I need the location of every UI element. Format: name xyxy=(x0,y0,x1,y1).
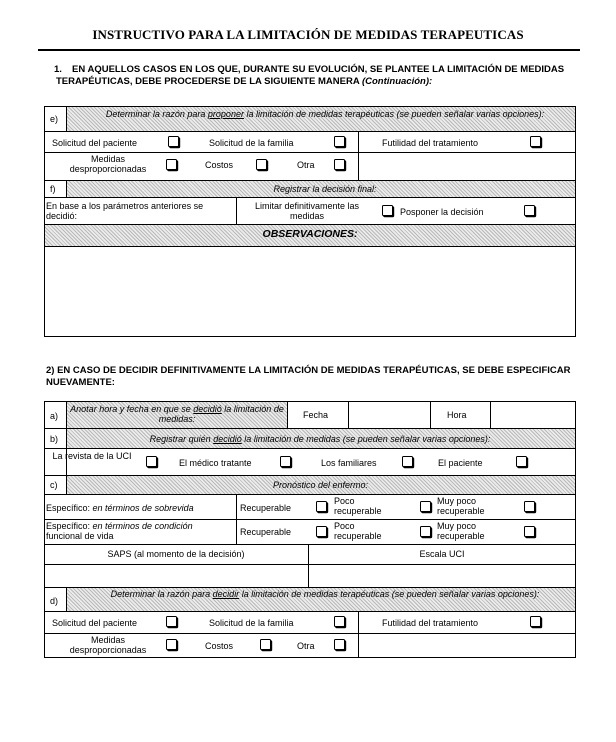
observations-field[interactable] xyxy=(45,247,575,336)
checkbox-futilidad[interactable] xyxy=(530,136,541,147)
checkbox-limitar[interactable] xyxy=(382,205,393,216)
row-b-title-underlined: decidió xyxy=(213,434,242,444)
prognosis-functional-label-a: Específico: xyxy=(46,521,93,531)
checkbox-d-costos[interactable] xyxy=(260,639,271,650)
document-title: INSTRUCTIVO PARA LA LIMITACIÓN DE MEDIDAS TERAPEUTICAS xyxy=(92,27,524,42)
fecha-label: Fecha xyxy=(303,410,329,420)
survival-muy-poco-recuperable: Muy poco recuperable xyxy=(437,496,485,516)
rule xyxy=(44,494,576,495)
rule xyxy=(66,180,67,197)
row-e-letter: e) xyxy=(50,114,59,124)
checkbox-survival-muy-poco[interactable] xyxy=(524,501,535,512)
rule xyxy=(66,106,67,131)
row-d-letter: d) xyxy=(50,596,59,606)
checkbox-d-futilidad[interactable] xyxy=(530,616,541,627)
observations-label: OBSERVACIONES: xyxy=(262,228,358,240)
option-limitar: Limitar definitivamente las medidas xyxy=(254,201,360,221)
title-rule xyxy=(38,49,580,51)
rule xyxy=(44,131,576,132)
row-a-title-a: Anotar hora y fecha en que se xyxy=(70,404,194,414)
functional-muy-poco-recuperable: Muy poco recuperable xyxy=(437,521,485,541)
rule xyxy=(44,224,576,225)
checkbox-medico-tratante[interactable] xyxy=(280,456,291,467)
rule xyxy=(44,428,576,429)
rule xyxy=(44,475,576,476)
option-paciente: El paciente xyxy=(438,458,483,468)
rule xyxy=(44,587,576,588)
row-b-title xyxy=(70,434,570,444)
rule xyxy=(44,448,576,449)
prognosis-functional-label-italic: en términos de condición xyxy=(92,521,193,531)
section-1-heading-text: EN AQUELLOS CASOS EN LOS QUE, DURANTE SU EVOLUCIÓN, SE PLANTEE LA LIMITACIÓN DE MEDIDAS TERAPÉUTICAS, DEBE PROCEDERSE DE LA SIGUIENTE MANERA xyxy=(56,64,565,87)
rule xyxy=(44,611,576,612)
checkbox-posponer[interactable] xyxy=(524,205,535,216)
escala-uci-label: Escala UCI xyxy=(419,549,465,559)
prognosis-survival-label xyxy=(46,503,194,513)
rule xyxy=(358,611,359,658)
checkbox-solicitud-familia[interactable] xyxy=(334,136,345,147)
option-posponer: Posponer la decisión xyxy=(400,207,484,217)
option-futilidad: Futilidad del tratamiento xyxy=(382,138,479,148)
checkbox-d-solicitud-paciente[interactable] xyxy=(166,616,177,627)
functional-recuperable: Recuperable xyxy=(240,527,292,537)
checkbox-functional-poco[interactable] xyxy=(420,526,431,537)
decision-basis-label: En base a los parámetros anteriores se decidió: xyxy=(46,201,204,221)
checkbox-revista-uci[interactable] xyxy=(146,456,157,467)
survival-poco-recuperable: Poco recuperable xyxy=(334,496,382,516)
prognosis-survival-label-a: Específico: xyxy=(46,503,93,513)
checkbox-survival-poco[interactable] xyxy=(420,501,431,512)
row-e-title-b: la limitación de medidas terapéuticas (se pueden señalar varias opciones): xyxy=(243,109,545,119)
row-a-title xyxy=(70,404,284,424)
option-d-medidas-desproporcionadas: Medidas desproporcionadas xyxy=(69,635,147,655)
option-d-futilidad: Futilidad del tratamiento xyxy=(382,618,479,628)
row-a-letter: a) xyxy=(50,411,59,421)
rule xyxy=(44,519,576,520)
option-d-solicitud-paciente: Solicitud del paciente xyxy=(52,618,138,628)
fecha-field[interactable] xyxy=(349,402,429,427)
rule xyxy=(430,401,431,428)
row-e-title xyxy=(80,109,570,119)
rule xyxy=(44,633,576,634)
checkbox-paciente[interactable] xyxy=(516,456,527,467)
row-a-title-underlined: decidió xyxy=(193,404,222,414)
row-a-title-b: la limitación de medidas: xyxy=(158,404,284,424)
prognosis-functional-label-b: funcional de vida xyxy=(46,531,114,541)
rule xyxy=(287,401,288,428)
option-costos: Costos xyxy=(205,160,234,170)
option-d-costos: Costos xyxy=(205,641,234,651)
rule xyxy=(44,180,576,181)
checkbox-otra[interactable] xyxy=(334,159,345,170)
section-2-heading: 2) EN CASO DE DECIDIR DEFINITIVAMENTE LA LIMITACIÓN DE MEDIDAS TERAPÉUTICAS, SE DEBE ESPECIFICAR NUEVAMENTE: xyxy=(46,365,571,388)
survival-recuperable: Recuperable xyxy=(240,503,292,513)
row-d-title-a: Determinar la razón para xyxy=(110,589,213,599)
rule xyxy=(236,494,237,544)
checkbox-d-medidas-desproporcionadas[interactable] xyxy=(166,639,177,650)
row-b-title-b: la limitación de medidas (se pueden señalar varias opciones): xyxy=(241,434,491,444)
checkbox-d-solicitud-familia[interactable] xyxy=(334,616,345,627)
option-solicitud-familia: Solicitud de la familia xyxy=(209,138,294,148)
checkbox-functional-muy-poco[interactable] xyxy=(524,526,535,537)
rule xyxy=(44,152,576,153)
checkbox-medidas-desproporcionadas[interactable] xyxy=(166,159,177,170)
section-1-number: 1. xyxy=(54,64,62,75)
hora-field[interactable] xyxy=(491,402,575,427)
checkbox-familiares[interactable] xyxy=(402,456,413,467)
row-f-title: Registrar la decisión final: xyxy=(273,184,377,194)
row-e-title-a: Determinar la razón para xyxy=(105,109,208,119)
rule xyxy=(66,587,67,611)
row-d-title-underlined: decidir xyxy=(212,589,240,599)
option-medidas-desproporcionadas: Medidas desproporcionadas xyxy=(69,154,147,174)
row-b-letter: b) xyxy=(50,434,59,444)
rule xyxy=(44,544,576,545)
section-1-heading-italic: (Continuación): xyxy=(361,76,433,87)
prognosis-survival-label-italic: en términos de sobrevida xyxy=(92,503,194,513)
row-f-letter: f) xyxy=(50,184,56,194)
option-d-solicitud-familia: Solicitud de la familia xyxy=(209,618,294,628)
option-familiares: Los familiares xyxy=(321,458,377,468)
row-d-title xyxy=(80,589,570,599)
escala-uci-field[interactable] xyxy=(309,565,575,586)
checkbox-d-otra[interactable] xyxy=(334,639,345,650)
saps-field[interactable] xyxy=(45,565,307,586)
rule xyxy=(236,197,237,224)
functional-poco-recuperable: Poco recuperable xyxy=(334,521,382,541)
rule xyxy=(358,131,359,180)
row-b-title-a: Registrar quién xyxy=(149,434,214,444)
row-c-title: Pronóstico del enfermo: xyxy=(272,480,369,490)
row-e-title-underlined: proponer xyxy=(207,109,244,119)
checkbox-costos[interactable] xyxy=(256,159,267,170)
row-d-title-b: la limitación de medidas terapéuticas (se pueden señalar varias opciones): xyxy=(239,589,540,599)
option-otra: Otra xyxy=(297,160,315,170)
section-1-heading xyxy=(56,64,576,88)
hora-label: Hora xyxy=(447,410,467,420)
checkbox-solicitud-paciente[interactable] xyxy=(168,136,179,147)
option-revista-uci: La revista de la UCI xyxy=(52,451,132,461)
option-solicitud-paciente: Solicitud del paciente xyxy=(52,138,138,148)
option-medico-tratante: El médico tratante xyxy=(179,458,252,468)
rule xyxy=(44,197,576,198)
row-c-letter: c) xyxy=(50,480,58,490)
checkbox-functional-recuperable[interactable] xyxy=(316,526,327,537)
prognosis-functional-label xyxy=(46,521,234,541)
checkbox-survival-recuperable[interactable] xyxy=(316,501,327,512)
saps-label: SAPS (al momento de la decisión) xyxy=(107,549,245,559)
option-d-otra: Otra xyxy=(297,641,315,651)
